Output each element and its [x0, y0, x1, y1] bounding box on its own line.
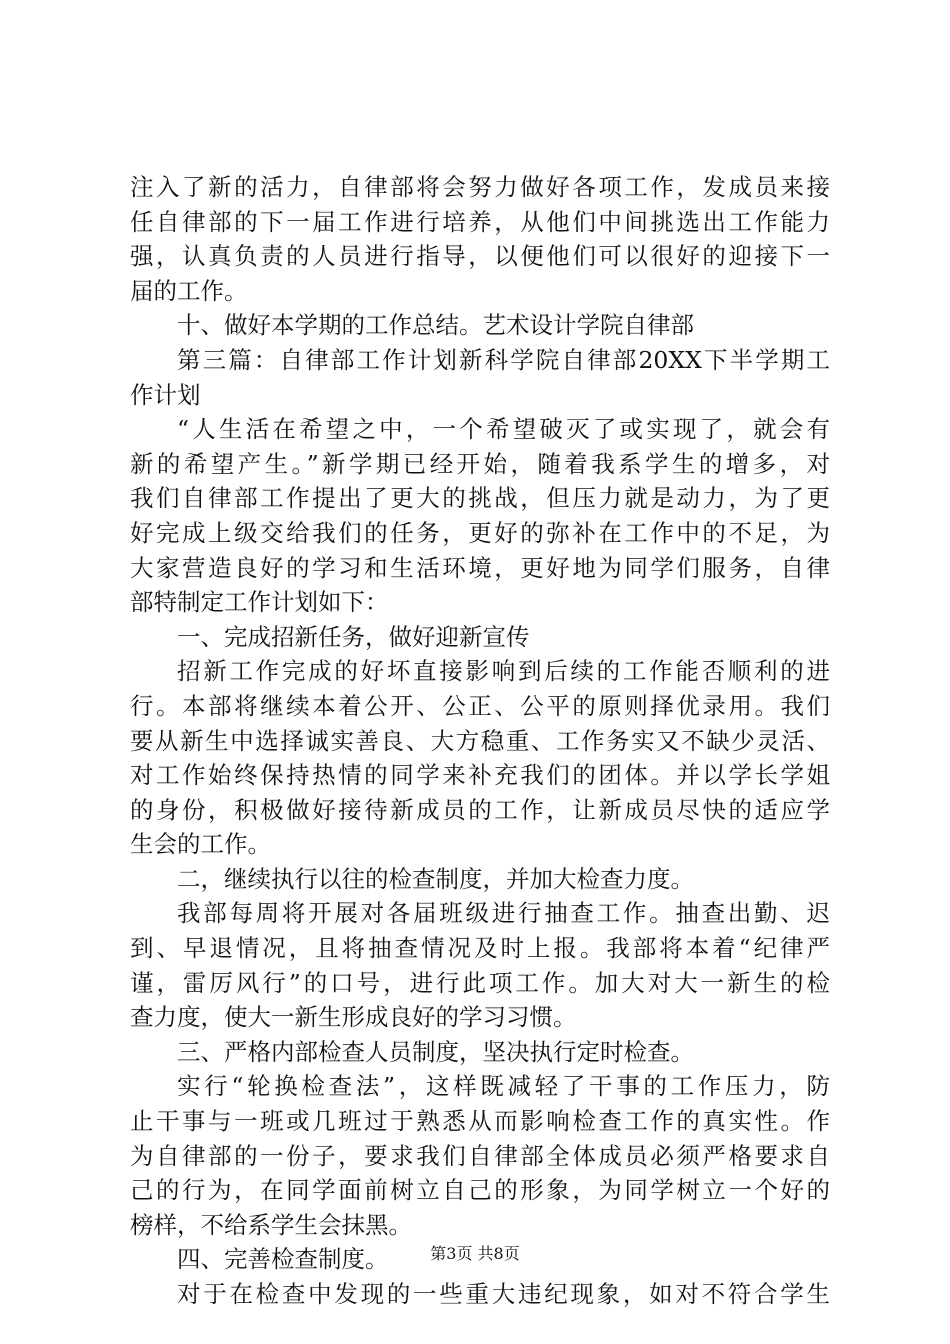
text-line: 一、完成招新任务，做好迎新宣传 — [177, 622, 530, 651]
text-line: 实行“轮换检查法”，这样既减轻了干事的工作压力，防 — [177, 1072, 830, 1101]
text-line: 十、做好本学期的工作总结。艺术设计学院自律部 — [177, 311, 694, 340]
text-line: 强，认真负责的人员进行指导，以便他们可以很好的迎接下一 — [130, 242, 830, 271]
text-line: 大家营造良好的学习和生活环境，更好地为同学们服务，自律 — [130, 553, 830, 582]
text-line: 查力度，使大一新生形成良好的学习习惯。 — [130, 1003, 577, 1032]
text-line: 新的希望产生。”新学期已经开始，随着我系学生的增多，对 — [130, 449, 830, 478]
body-text — [130, 170, 830, 1312]
text-line: 届的工作。 — [130, 276, 248, 305]
text-line: 对工作始终保持热情的同学来补充我们的团体。并以学长学姐 — [130, 761, 830, 790]
text-line: 好完成上级交给我们的任务，更好的弥补在工作中的不足，为 — [130, 518, 830, 547]
text-line: 第三篇：自律部工作计划新科学院自律部20XX下半学期工 — [177, 345, 830, 374]
text-line: 到、早退情况，且将抽查情况及时上报。我部将本着“纪律严 — [130, 934, 830, 963]
text-line: 生会的工作。 — [130, 830, 271, 859]
text-line: 作计划 — [130, 380, 201, 409]
text-line: 二，继续执行以往的检查制度，并加大检查力度。 — [177, 864, 694, 893]
text-line: 的身份，积极做好接待新成员的工作，让新成员尽快的适应学 — [130, 795, 830, 824]
text-line: 我部每周将开展对各届班级进行抽查工作。抽查出勤、迟 — [177, 899, 830, 928]
text-line: 己的行为，在同学面前树立自己的形象，为同学树立一个好的 — [130, 1176, 830, 1205]
text-line: 为自律部的一份子，要求我们自律部全体成员必须严格要求自 — [130, 1141, 830, 1170]
text-line: 止干事与一班或几班过于熟悉从而影响检查工作的真实性。作 — [130, 1107, 830, 1136]
text-line: 任自律部的下一届工作进行培养，从他们中间挑选出工作能力 — [130, 207, 830, 236]
text-line: 注入了新的活力，自律部将会努力做好各项工作，发成员来接 — [130, 173, 830, 201]
text-line: 招新工作完成的好坏直接影响到后续的工作能否顺利的进 — [177, 657, 830, 686]
text-line: 我们自律部工作提出了更大的挑战，但压力就是动力，为了更 — [130, 484, 830, 513]
text-line: “人生活在希望之中，一个希望破灭了或实现了，就会有 — [177, 415, 830, 444]
text-line: 榜样，不给系学生会抹黑。 — [130, 1210, 412, 1239]
text-line: 四、完善检查制度。 — [177, 1245, 389, 1274]
text-line: 对于在检查中发现的一些重大违纪现象，如对不符合学生 — [177, 1280, 830, 1308]
text-line: 部特制定工作计划如下： — [130, 588, 389, 617]
text-line: 要从新生中选择诚实善良、大方稳重、工作务实又不缺少灵活、 — [130, 726, 830, 755]
text-line: 谨，雷厉风行”的口号，进行此项工作。加大对大一新生的检 — [130, 968, 830, 997]
text-line: 行。本部将继续本着公开、公正、公平的原则择优录用。我们 — [130, 691, 830, 720]
page-footer: 第3页 共8页 — [430, 1244, 520, 1263]
text-line: 三、严格内部检查人员制度，坚决执行定时检查。 — [177, 1037, 694, 1066]
